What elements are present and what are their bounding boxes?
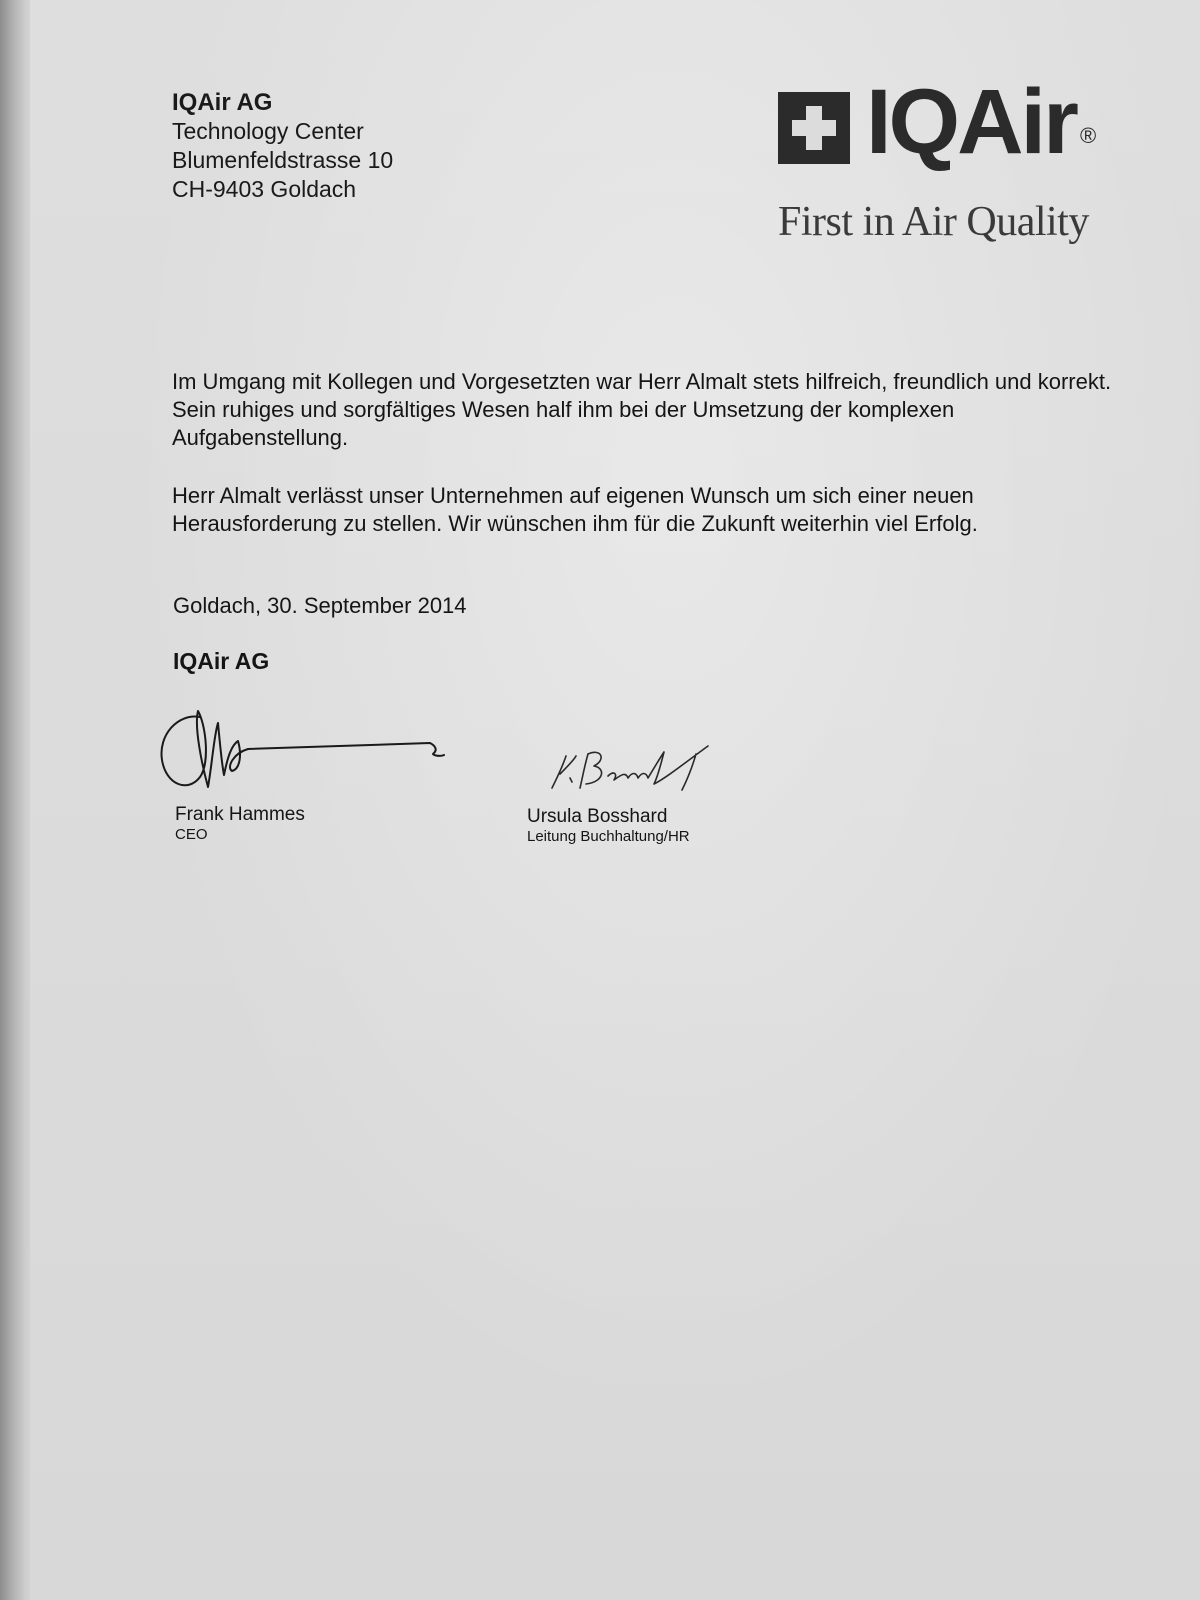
signature-frank-hammes [148, 705, 468, 795]
sender-address-line-1: Technology Center [172, 118, 364, 144]
signatory-title-1: CEO [175, 826, 208, 843]
sender-address-line-2: Blumenfeldstrasse 10 [172, 147, 394, 173]
sender-address-line-3: CH-9403 Goldach [172, 176, 357, 202]
signatory-name-1: Frank Hammes [175, 804, 305, 825]
registered-mark: ® [1079, 123, 1097, 148]
logo-tagline: First in Air Quality [778, 199, 1089, 245]
letter-page [30, 0, 1200, 1600]
swiss-cross-icon [778, 92, 850, 164]
closing-company: IQAir AG [173, 648, 270, 674]
signatory-title-2: Leitung Buchhaltung/HR [527, 828, 690, 845]
place-date: Goldach, 30. September 2014 [173, 593, 467, 618]
signatory-name-2: Ursula Bosshard [527, 806, 668, 827]
logo-wordmark: IQAir ® [866, 71, 1097, 173]
signature-ursula-bosshard [536, 738, 736, 798]
body-paragraph-2: Herr Almalt verlässt unser Unternehmen auf eigenen Wunsch um sich einer neuen Herausforderung zu stellen. Wir wünschen ihm für die Zukunft weiterhin viel Erfolg. [172, 483, 978, 536]
sender-company: IQAir AG [172, 89, 273, 116]
company-logo [778, 71, 1158, 256]
sender-address [172, 88, 393, 204]
body-paragraph-1: Im Umgang mit Kollegen und Vorgesetzten war Herr Almalt stets hilfreich, freundlich und korrekt. Sein ruhiges und sorgfältiges Wesen half ihm bei der Umsetzung der komplexen Aufgabenstellung. [172, 369, 1112, 450]
